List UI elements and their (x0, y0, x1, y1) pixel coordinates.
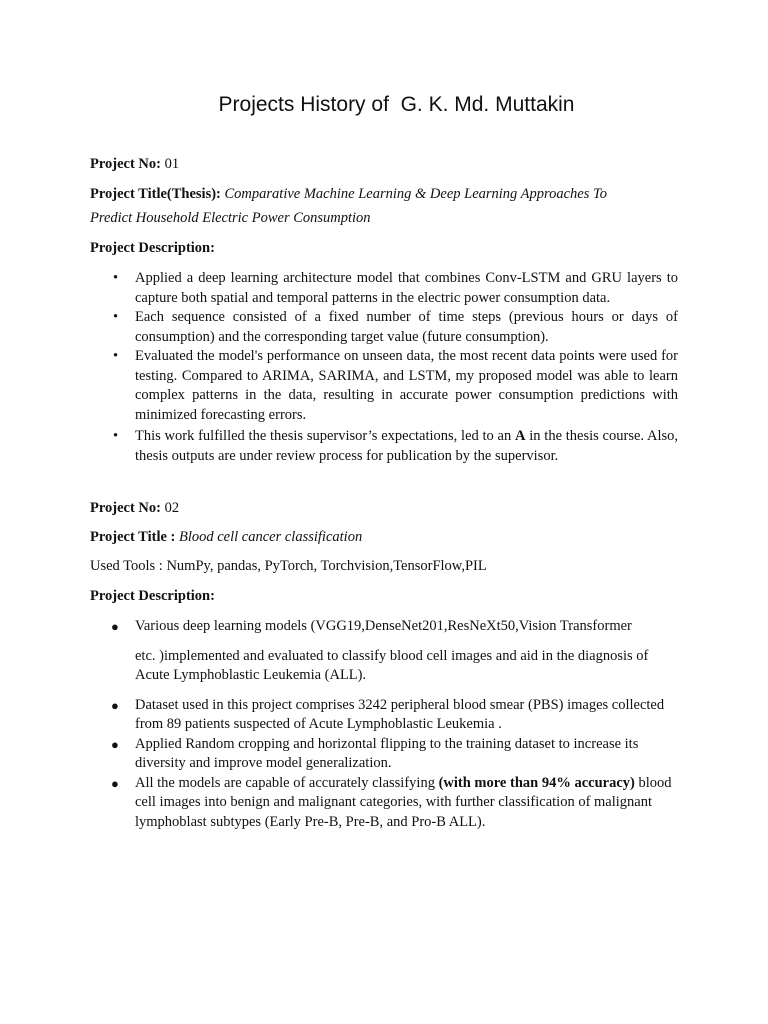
bullet-text: Evaluated the model's performance on unseen data, the most recent data points were used for testing. Compared to ARIMA, SARIMA, and LSTM, my proposed model was able to learn complex patterns in the data, resulting in accurate power consumption predictions with minimized forecasting errors. (135, 348, 678, 423)
project-1-title-line-2: Predict Household Electric Power Consumption (90, 210, 371, 226)
accuracy-highlight: (with more than 94% accuracy) (438, 774, 635, 791)
bullet-marker: • (113, 348, 119, 364)
project-1-title-line-1 (90, 185, 607, 203)
project-1-description-label: Project Description: (90, 240, 215, 256)
list-item (90, 617, 678, 686)
project-number-value: 02 (161, 500, 180, 516)
bullet-marker: • (113, 428, 119, 444)
bullet-marker: ● (111, 697, 119, 713)
bullet-text: etc. )implemented and evaluated to classify blood cell images and aid in the diagnosis of Acute Lymphoblastic Leukemia (ALL). (135, 647, 649, 683)
bullet-text: Applied a deep learning architecture model that combines Conv-LSTM and GRU layers to capture both spatial and temporal patterns in the electric power consumption data. (135, 270, 678, 306)
bullet-text: Dataset used in this project comprises 3242 peripheral blood smear (PBS) images collected from 89 patients suspected of Acute Lymphoblastic Leukemia . (135, 696, 665, 732)
bullet-marker: • (113, 270, 119, 286)
list-item (90, 735, 678, 774)
project-number-label: Project No: (90, 500, 161, 516)
project-2-tools: Used Tools : NumPy, pandas, PyTorch, Torchvision,TensorFlow,PIL (90, 558, 487, 574)
project-title-value: Blood cell cancer classification (178, 529, 363, 545)
grade-highlight: A (515, 428, 526, 444)
bullet-text: This work fulfilled the thesis supervisor’s expectations, led to an A in the thesis course. Also, thesis outputs are under review process for publication by the supervisor. (135, 428, 678, 464)
list-item (90, 308, 678, 347)
list-item (90, 427, 678, 466)
project-title-value: Comparative Machine Learning & Deep Learning Approaches To (224, 186, 607, 202)
list-item (90, 696, 678, 735)
project-1-number (90, 155, 179, 173)
list-item (90, 269, 678, 308)
project-2-title (90, 528, 362, 546)
project-2-number (90, 499, 179, 517)
bullet-marker: ● (111, 619, 119, 634)
list-item (90, 774, 678, 833)
bullet-marker: ● (111, 775, 119, 791)
bullet-text: Various deep learning models (VGG19,DenseNet201,ResNeXt50,Vision Transformer (135, 618, 632, 634)
list-item (90, 347, 678, 425)
page-title: Projects History of G. K. Md. Muttakin (218, 93, 575, 116)
bullet-text: Each sequence consisted of a fixed number of time steps (previous hours or days of consumption) and the corresponding target value (future consumption). (135, 309, 678, 345)
project-2-bullet-list (90, 617, 678, 832)
project-number-value: 01 (161, 156, 180, 172)
project-number-label: Project No: (90, 156, 161, 172)
project-title-label: Project Title : (90, 529, 176, 545)
project-title-label: Project Title(Thesis): (90, 186, 221, 202)
bullet-marker: ● (111, 736, 119, 752)
bullet-text: Applied Random cropping and horizontal flipping to the training dataset to increase its diversity and improve model generalization. (135, 735, 639, 771)
bullet-text: All the models are capable of accurately classifying (with more than 94% accuracy) blood cell images into benign and malignant categories, with further classification of malignant lymphoblast subtypes (Early Pre-B, Pre-B, and Pro-B ALL). (135, 774, 672, 830)
bullet-marker: • (113, 309, 119, 325)
project-1-bullet-list (90, 269, 678, 466)
project-2-description-label: Project Description: (90, 588, 215, 604)
